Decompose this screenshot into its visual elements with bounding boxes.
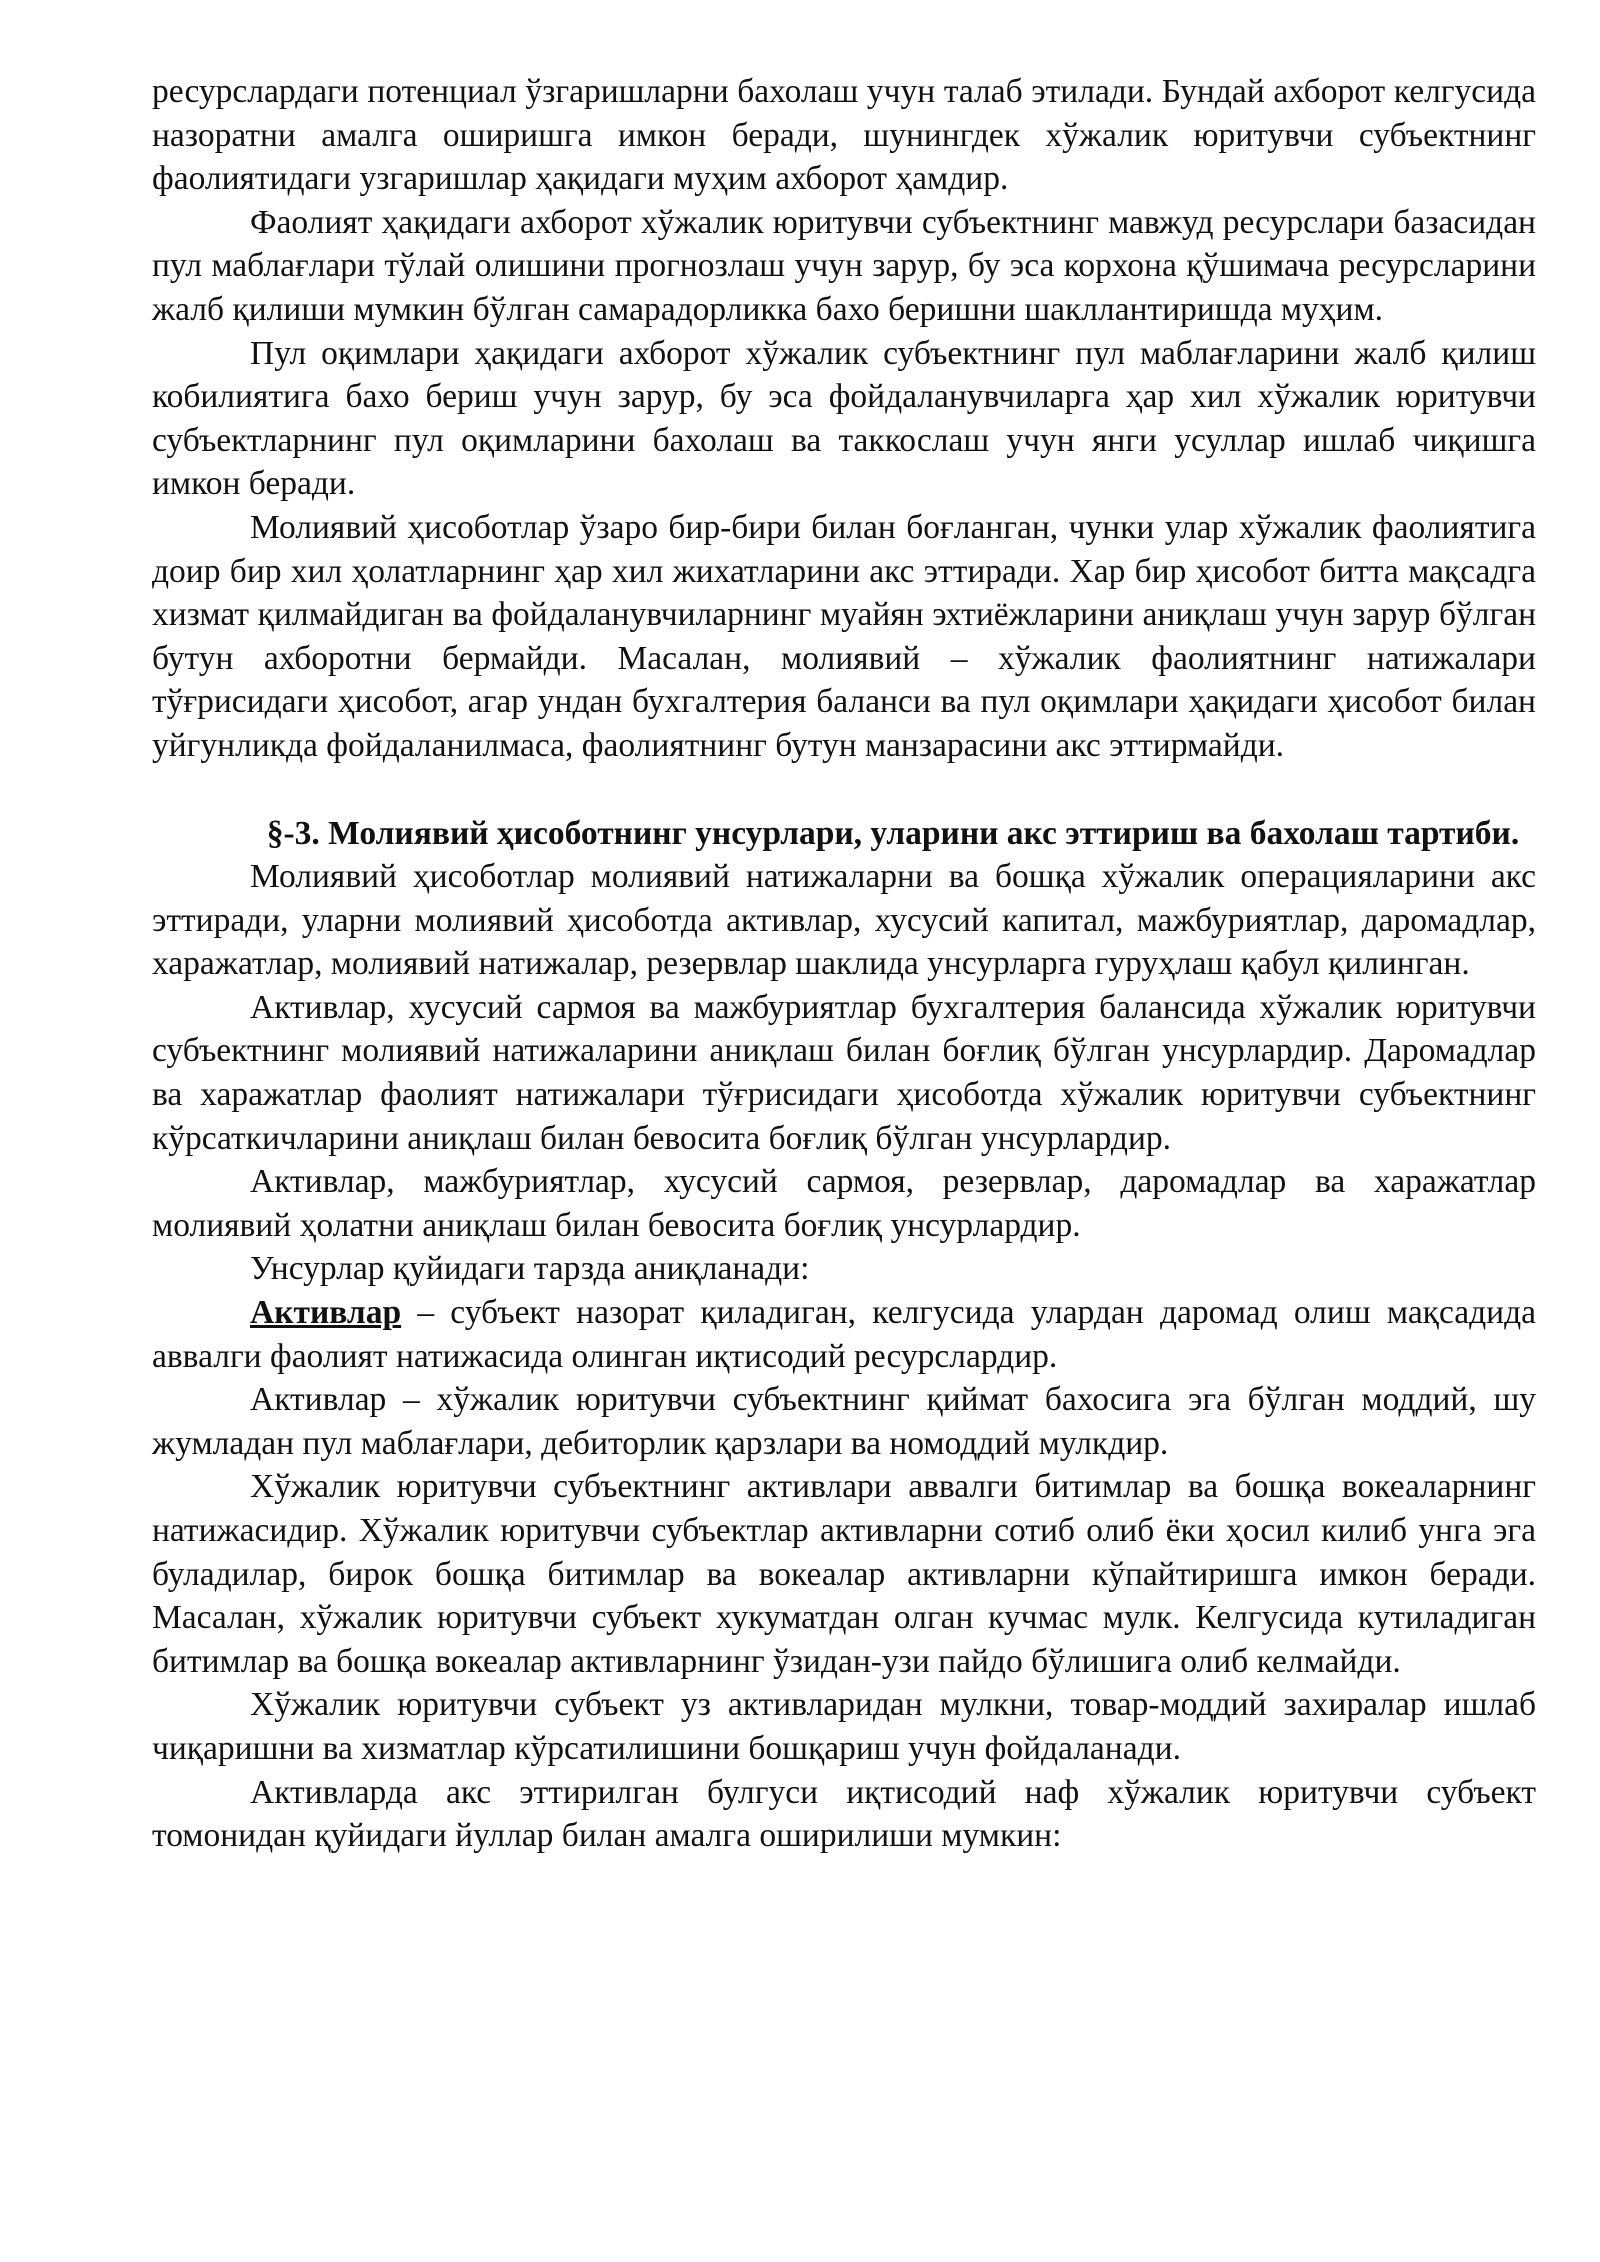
document-page [152,70,1536,1858]
section-heading: §-3. Молиявий ҳисоботнинг унсурлари, уларини акс эттириш ва бахолаш тартиби. [266,814,1520,852]
paragraph-cash-flows: Пул оқимлари ҳақидаги ахборот хўжалик субъектнинг пул маблағларини жалб қилиш кобилиятига бахо бериш учун зарур, бу эса фойдаланувчиларга ҳар хил хўжалик юритувчи субъектларнинг пул оқимларини бахолаш ва таккослаш учун янги усуллар ишлаб чиқишга имкон беради. [152,334,1536,503]
paragraph-economic-benefit: Активларда акс эттирилган булгуси иқтисодий наф хўжалик юритувчи субъект томонидан қуйидаги йуллар билан амалга оширилиши мумкин: [152,1773,1536,1855]
paragraph-statements-elements: Молиявий ҳисоботлар молиявий натижаларни ва бошқа хўжалик операцияларини акс эттиради, уларни молиявий ҳисоботда активлар, хусусий капитал, мажбуриятлар, даромадлар, харажатлар, молиявий натижалар, резервлар шаклида унсурларга гуруҳлаш қабул қилинган. [152,858,1536,983]
paragraph-continuation: ресурслардаги потенциал ўзгаришларни бахолаш учун талаб этилади. Бундай ахборот келгусида назоратни амалга оширишга имкон беради, шунингдек хўжалик юритувчи субъектнинг фаолиятидаги узгаришлар ҳақидаги муҳим ахборот ҳамдир. [152,73,1536,198]
paragraph-balance-elements: Активлар, хусусий сармоя ва мажбуриятлар бухгалтерия балансида хўжалик юритувчи субъектнинг молиявий натижаларини аниқлаш билан боғлиқ бўлган унсурлардир. Даромадлар ва харажатлар фаолият натижалари тўғрисидаги ҳисоботда хўжалик юритувчи субъектнинг кўрсаткичларини аниқлаш билан бевосита боғлиқ бўлган унсурлардир. [152,988,1536,1157]
paragraph-assets-definition [152,1291,1536,1378]
paragraph-elements-intro: Унсурлар қуйидаги тарзда аниқланади: [250,1250,810,1288]
paragraph-activity-info: Фаолият ҳақидаги ахборот хўжалик юритувчи субъектнинг мавжуд ресурслари базасидан пул маблағлари тўлай олишини прогнозлаш учун зарур, бу эса корхона қўшимача ресурсларини жалб қилиши мумкин бўлган самарадорликка бахо беришни шакллантиришда муҳим. [152,203,1536,328]
paragraph-assets-material: Активлар – хўжалик юритувчи субъектнинг қиймат бахосига эга бўлган моддий, шу жумладан пул маблағлари, дебиторлик қарзлари ва номоддий мулкдир. [152,1381,1536,1462]
paragraph-statements-linked: Молиявий ҳисоботлар ўзаро бир-бири билан боғланган, чунки улар хўжалик фаолиятига доир бир хил ҳолатларнинг ҳар хил жихатларини акс эттиради. Хар бир ҳисобот битта мақсадга хизмат қилмайдиган ва фойдаланувчиларнинг муайян эхтиёжларини аниқлаш учун зарур бўлган бутун ахборотни бермайди. Масалан, молиявий – хўжалик фаолиятнинг натижалари тўғрисидаги ҳисобот, агар ундан бухгалтерия баланси ва пул оқимлари ҳақидаги ҳисобот билан уйгунликда фойдаланилмаса, фаолиятнинг бутун манзарасини акс эттирмайди. [152,508,1536,764]
paragraph-assets-usage: Хўжалик юритувчи субъект уз активларидан мулкни, товар-моддий захиралар ишлаб чиқаришни ва хизматлар кўрсатилишини бошқариш учун фойдаланади. [152,1686,1536,1767]
definition-text: – субъект назорат қиладиган, келгусида улардан даромад олиш мақсадида аввалги фаолият натижасида олинган иқтисодий ресурслардир. [152,1294,1536,1375]
paragraph-financial-position: Активлар, мажбуриятлар, хусусий сармоя, резервлар, даромадлар ва харажатлар молиявий ҳолатни аниқлаш билан бевосита боғлиқ унсурлардир. [152,1163,1536,1244]
paragraph-assets-origin: Хўжалик юритувчи субъектнинг активлари аввалги битимлар ва бошқа вокеаларнинг натижасидир. Хўжалик юритувчи субъектлар активларни сотиб олиб ёки ҳосил килиб унга эга буладилар, бирок бошқа битимлар ва вокеалар активларни кўпайтиришга имкон беради. Масалан, хўжалик юритувчи субъект хукуматдан олган кучмас мулк. Келгусида кутиладиган битимлар ва бошқа вокеалар активларнинг ўзидан-узи пайдо бўлишига олиб келмайди. [152,1468,1536,1680]
defined-term: Активлар [250,1294,402,1332]
